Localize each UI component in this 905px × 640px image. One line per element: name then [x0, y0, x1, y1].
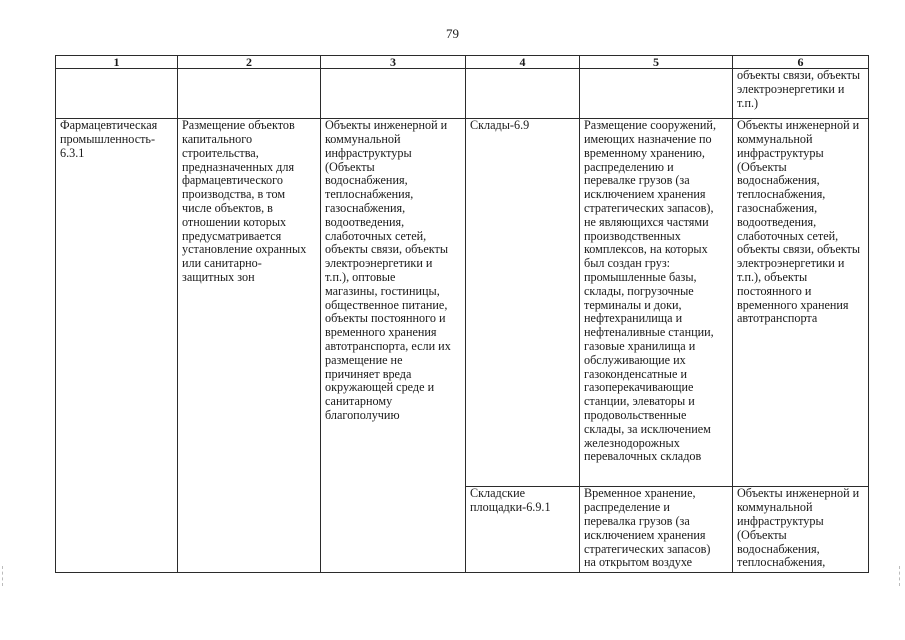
column-header-5: 5 [580, 56, 733, 69]
column-header-6: 6 [733, 56, 869, 69]
storage-areas-auxiliary-cell: Объекты инженерной и коммунальной инфраструктуры (Объекты водоснабжения, теплоснабжения, [733, 487, 869, 573]
pharmaceutical-industry-row [56, 119, 869, 487]
storage-areas-type-cell: Складские площадки-6.9.1 [466, 487, 580, 573]
main-use-description-cell: Размещение объектов капитального строительства, предназначенных для фармацевтического производства, в том числе объектов, в отношении которых предусматривается установление охранных или санитарно- защитных зон [178, 119, 321, 573]
continuation-cell-6: объекты связи, объекты электроэнергетики и т.п.) [733, 69, 869, 119]
continuation-cell-2 [178, 69, 321, 119]
column-header-1: 1 [56, 56, 178, 69]
continuation-cell-1 [56, 69, 178, 119]
header-row [56, 56, 869, 69]
column-header-3: 3 [321, 56, 466, 69]
conditional-use-type-cell: Склады-6.9 [466, 119, 580, 487]
storage-areas-description-cell: Временное хранение, распределение и перевалка грузов (за исключением хранения стратегических запасов) на открытом воздухе [580, 487, 733, 573]
main-use-type-cell: Фармацевтическая промышленность- 6.3.1 [56, 119, 178, 573]
scan-edge-mark-right [899, 566, 903, 586]
continuation-cell-5 [580, 69, 733, 119]
continuation-row [56, 69, 869, 119]
continuation-cell-3 [321, 69, 466, 119]
page-number: 79 [446, 26, 459, 41]
conditional-use-description-cell: Размещение сооружений, имеющих назначение по временному хранению, распределению и перевалке грузов (за исключением хранения стратегических запасов), не являющихся частями производственных комплексов, на которых был создан груз: промышленные базы, склады, погрузочные терминалы и доки, нефтехранилища и нефтеналивные станции, газовые хранилища и обслуживающие их газоконденсатные и газоперекачивающие станции, элеваторы и продовольственные склады, за исключением железнодорожных перевалочных складов [580, 119, 733, 487]
column-header-2: 2 [178, 56, 321, 69]
conditional-auxiliary-uses-cell: Объекты инженерной и коммунальной инфраструктуры (Объекты водоснабжения, теплоснабжения, газоснабжения, водоотведения, слаботочных сетей, объекты связи, объекты электроэнергетики и т.п.), объекты постоянного и временного хранения автотранспорта [733, 119, 869, 487]
column-header-4: 4 [466, 56, 580, 69]
auxiliary-uses-cell: Объекты инженерной и коммунальной инфраструктуры (Объекты водоснабжения, теплоснабжения, газоснабжения, водоотведения, слаботочных сетей, объекты связи, объекты электроэнергетики и т.п.), оптовые магазины, гостиницы, общественное питание, объекты постоянного и временного хранения автотранспорта, если их размещение не причиняет вреда окружающей среде и санитарному благополучию [321, 119, 466, 573]
scan-edge-mark-left [2, 566, 6, 586]
continuation-cell-4 [466, 69, 580, 119]
land-use-table [55, 55, 869, 573]
